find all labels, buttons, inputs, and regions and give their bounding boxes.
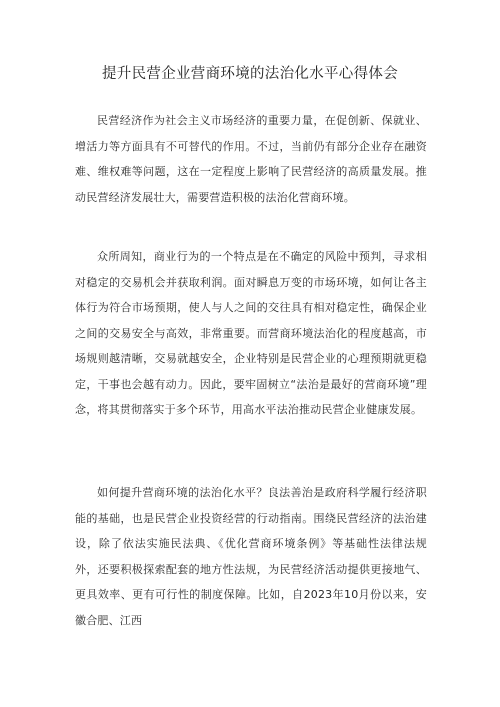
paragraph-2: 众所周知，商业行为的一个特点是在不确定的风险中预判，寻求相对稳定的交易机会并获取利润。面对瞬息万变的市场环境，如何让各主体行为符合市场预期，使人与人之间的交往具有相对稳定性，确保企业之间的交易安全与高效，非常重要。而营商环境法治化的程度越高，市场规则越清晰，交易就越安全，企业特别是民营企业的心理预期就更稳定，干事也会越有动力。因此，要牢固树立“法治是最好的营商环境”理念，将其贯彻落实于多个环节，用高水平法治推动民营企业健康发展。: [75, 250, 427, 416]
paragraph-3: 如何提升营商环境的法治化水平？良法善治是政府科学履行经济职能的基础，也是民营企业投资经营的行动指南。围绕民营经济的法治建设，除了依法实施民法典、《优化营商环境条例》等基础性法律法规外，还要积极探索配套的地方性法规，为民营经济活动提供更接地气、更具效率、更有可行性的制度保障。比如，自2023年10月份以来，安徽合肥、江西: [75, 486, 427, 627]
paragraph-1: 民营经济作为社会主义市场经济的重要力量，在促创新、保就业、增活力等方面具有不可替代的作用。不过，当前仍有部分企业存在融资难、维权难等问题，这在一定程度上影响了民营经济的高质量发展。推动民营经济发展壮大，需要营造积极的法治化营商环境。: [75, 114, 427, 204]
document-title: 提升民营企业营商环境的法治化水平心得体会: [102, 66, 398, 82]
